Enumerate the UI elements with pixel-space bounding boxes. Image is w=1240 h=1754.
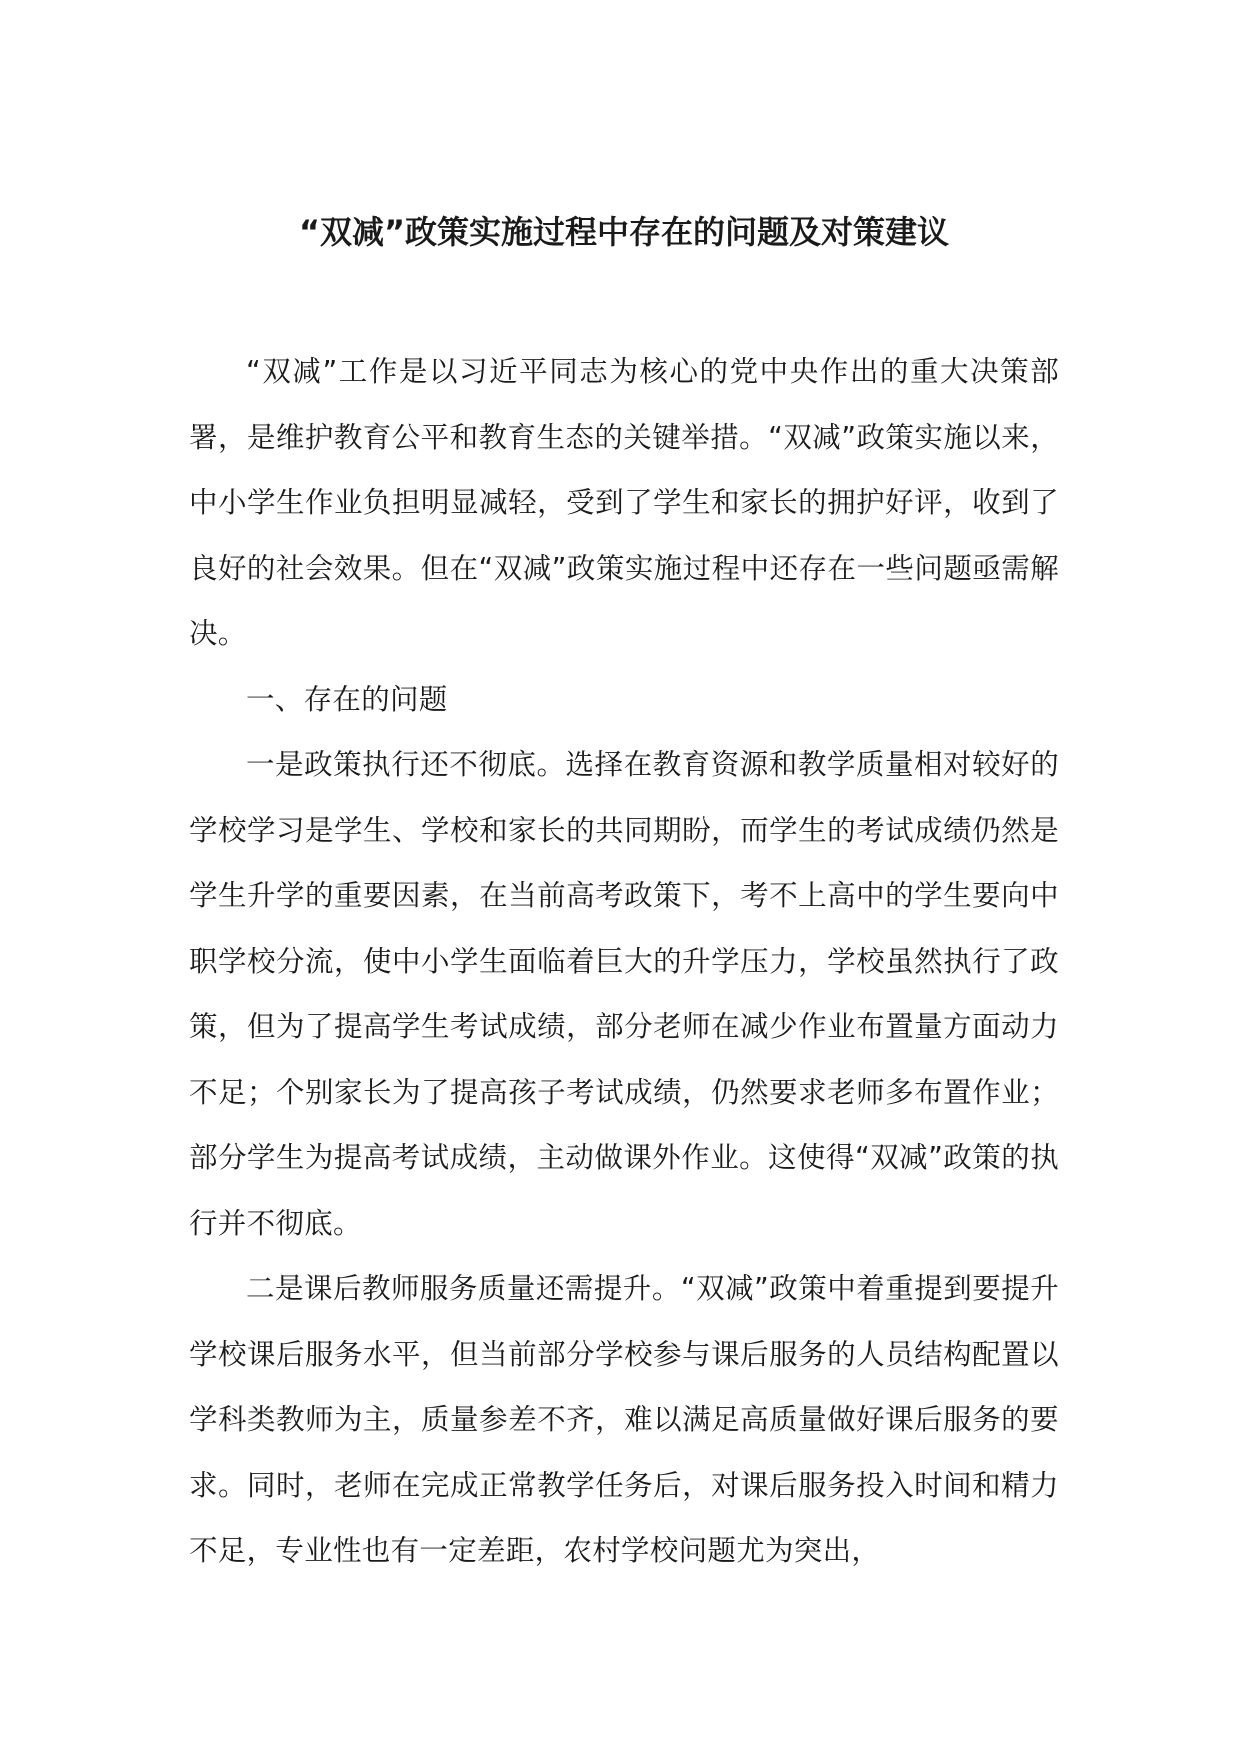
paragraph-problem-two: 二是课后教师服务质量还需提升。“双减”政策中着重提到要提升学校课后服务水平，但当前部分学校参与课后服务的人员结构配置以学科类教师为主，质量参差不齐，难以满足高质量做好课后服务的要求。同时，老师在完成正常教学任务后，对课后服务投入时间和精力不足，专业性也有一定差距，农村学校问题尤为突出， bbox=[189, 1272, 1059, 1567]
section-heading-problems: 一、存在的问题 bbox=[246, 682, 448, 716]
paragraph-intro: “双减”工作是以习近平同志为核心的党中央作出的重大决策部署，是维护教育公平和教育生态的关键举措。“双减”政策实施以来，中小学生作业负担明显减轻，受到了学生和家长的拥护好评，收到了良好的社会效果。但在“双减”政策实施过程中还存在一些问题亟需解决。 bbox=[189, 355, 1059, 650]
document-title: “双减”政策实施过程中存在的问题及对策建议 bbox=[298, 213, 950, 251]
title-spacer bbox=[189, 269, 1059, 339]
paragraph-problem-one: 一是政策执行还不彻底。选择在教育资源和教学质量相对较好的学校学习是学生、学校和家长的共同期盼，而学生的考试成绩仍然是学生升学的重要因素，在当前高考政策下，考不上高中的学生要向中职学校分流，使中小学生面临着巨大的升学压力，学校虽然执行了政策，但为了提高学生考试成绩，部分老师在减少作业布置量方面动力不足；个别家长为了提高孩子考试成绩，仍然要求老师多布置作业；部分学生为提高考试成绩，主动做课外作业。这使得“双减”政策的执行并不彻底。 bbox=[189, 748, 1059, 1240]
document-body bbox=[189, 195, 1059, 1584]
